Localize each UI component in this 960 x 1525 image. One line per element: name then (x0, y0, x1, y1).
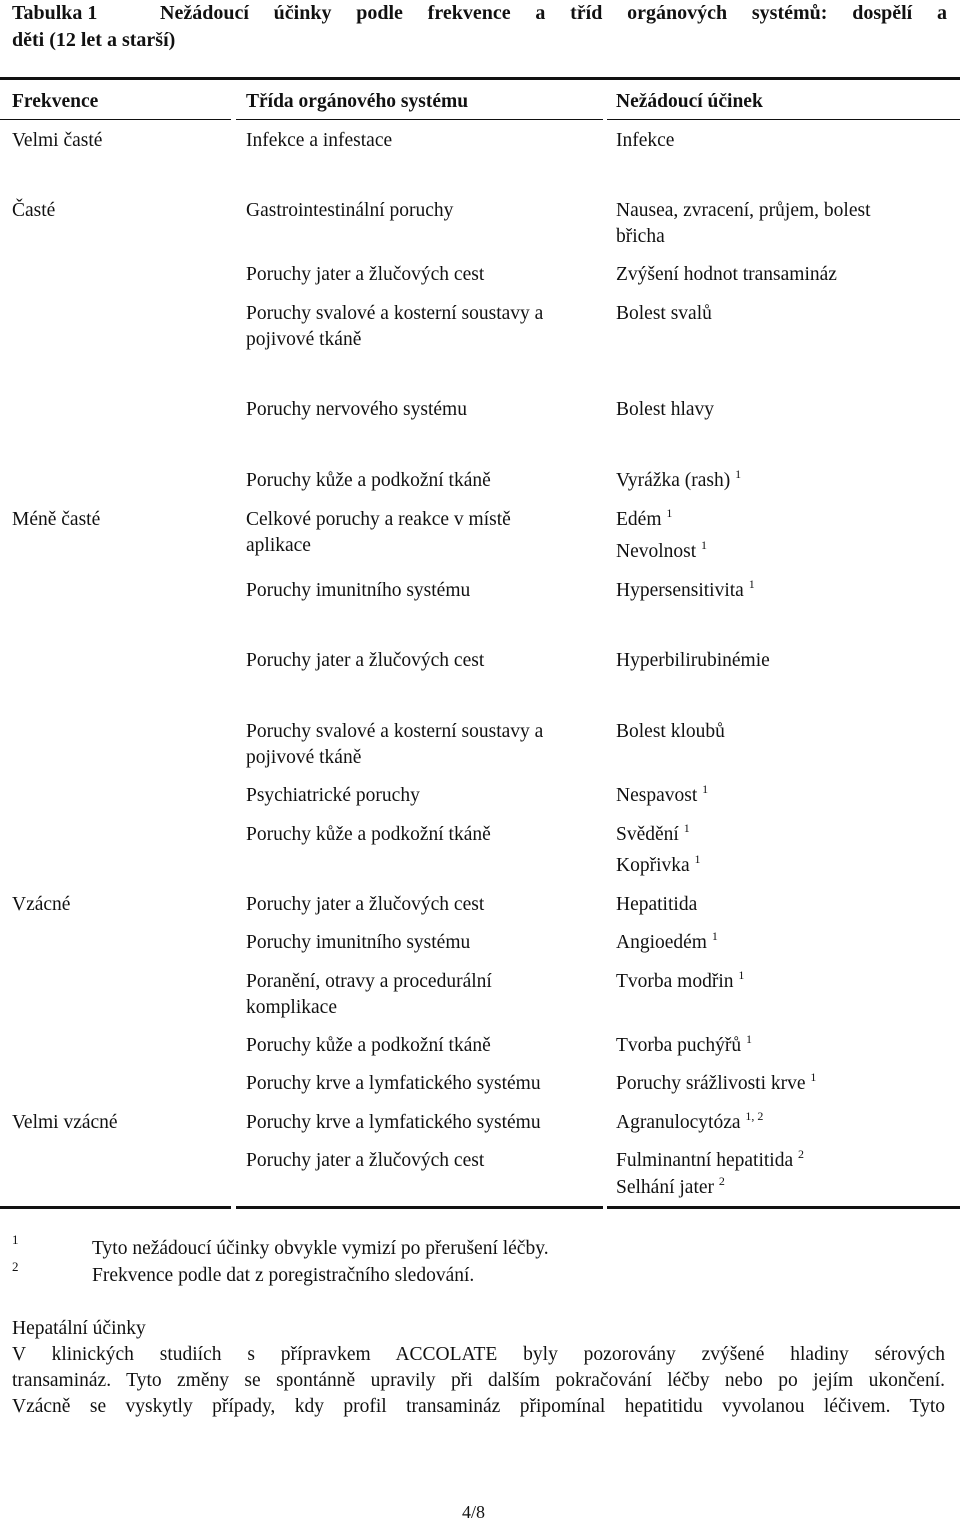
table-bottom-rule-col2 (236, 1206, 603, 1209)
footnote-ref: 1 (711, 929, 718, 943)
footnote-ref: 2 (718, 1174, 725, 1188)
organ-class-cell: Poruchy kůže a podkožní tkáně (246, 1035, 491, 1056)
adverse-effect-cell (616, 578, 755, 604)
organ-class-cell: Poruchy imunitního systému (246, 580, 471, 601)
paragraph-line: V klinických studiích s přípravkem ACCOLATE byly pozorovány zvýšené hladiny sérových (12, 1344, 945, 1365)
adverse-effect-text: Svědění (616, 824, 679, 845)
footnote-ref: 1 (745, 1032, 752, 1046)
footnote-ref: 1 (694, 852, 701, 866)
adverse-effect-cell (616, 1071, 816, 1097)
organ-class-cell: Poruchy jater a žlučových cest (246, 894, 485, 915)
header-rule-col2 (236, 119, 603, 120)
header-adverse-effect: Nežádoucí účinek (616, 91, 763, 112)
adverse-effect-text: Agranulocytóza (616, 1112, 741, 1133)
organ-class-cell: Poruchy jater a žlučových cest (246, 650, 485, 671)
adverse-effect-text: Kopřivka (616, 855, 690, 876)
organ-class-cell: Poruchy imunitního systému (246, 932, 471, 953)
footnote-ref: 2 (797, 1147, 804, 1161)
adverse-effect-text: Vyrážka (rash) (616, 470, 731, 491)
organ-class-cell-line2: komplikace (246, 997, 337, 1018)
table-number: Tabulka 1 (12, 2, 98, 24)
frequency-cell: Časté (12, 200, 56, 221)
organ-class-cell: Poruchy kůže a podkožní tkáně (246, 470, 491, 491)
adverse-effect-cell (616, 822, 690, 848)
organ-class-cell: Poruchy svalové a kosterní soustavy a (246, 721, 544, 742)
adverse-effect-cell (616, 1033, 752, 1059)
organ-class-cell-line2: pojivové tkáně (246, 329, 362, 350)
frequency-cell: Vzácné (12, 894, 71, 915)
table-top-rule (0, 77, 960, 80)
frequency-cell: Velmi časté (12, 130, 103, 151)
adverse-effect-text: Selhání jater (616, 1177, 715, 1198)
footnote-mark: 2 (12, 1259, 19, 1274)
adverse-effect-cell (616, 1110, 763, 1136)
organ-class-cell-line2: aplikace (246, 535, 311, 556)
adverse-effect-cell: Nausea, zvracení, průjem, bolest (616, 200, 871, 221)
table-caption (160, 0, 947, 54)
header-organ-class: Třída orgánového systému (246, 91, 469, 112)
footnote-ref: 1 (810, 1070, 817, 1084)
adverse-effect-cell (616, 1148, 804, 1174)
footnote-ref: 1 (666, 506, 673, 520)
adverse-effect-cell-line2 (616, 539, 707, 565)
adverse-effect-text: Nevolnost (616, 541, 697, 562)
organ-class-cell: Poranění, otravy a procedurální (246, 971, 492, 992)
adverse-effect-cell: Bolest svalů (616, 303, 712, 324)
adverse-effect-cell-line2: břicha (616, 226, 665, 247)
frequency-cell: Méně časté (12, 509, 101, 530)
header-rule-col1 (0, 119, 231, 120)
footnote-ref: 1 (735, 467, 742, 481)
footnote-ref: 1, 2 (745, 1109, 764, 1123)
adverse-effect-cell: Bolest kloubů (616, 721, 725, 742)
organ-class-cell: Poruchy krve a lymfatického systému (246, 1073, 541, 1094)
adverse-effect-text: Tvorba modřin (616, 971, 734, 992)
adverse-effect-cell: Hepatitida (616, 894, 698, 915)
table-caption-line1: Nežádoucí účinky podle frekvence a tříd orgánových systémů: dospělí a (160, 2, 947, 24)
organ-class-cell: Infekce a infestace (246, 130, 393, 151)
adverse-effect-text: Fulminantní hepatitida (616, 1150, 794, 1171)
organ-class-cell: Poruchy svalové a kosterní soustavy a (246, 303, 544, 324)
footnote-mark: 1 (12, 1232, 19, 1247)
footnote-text: Tyto nežádoucí účinky obvykle vymizí po přerušení léčby. (92, 1238, 549, 1259)
adverse-effect-text: Hypersensitivita (616, 580, 744, 601)
adverse-effect-cell: Infekce (616, 130, 675, 151)
footnote-ref: 1 (738, 968, 745, 982)
footnote-ref: 1 (702, 782, 709, 796)
organ-class-cell: Poruchy krve a lymfatického systému (246, 1112, 541, 1133)
adverse-effect-cell (616, 783, 708, 809)
frequency-cell: Velmi vzácné (12, 1112, 118, 1133)
organ-class-cell: Poruchy nervového systému (246, 399, 467, 420)
footnote-ref: 1 (701, 538, 708, 552)
organ-class-cell: Poruchy jater a žlučových cest (246, 264, 485, 285)
adverse-effect-text: Edém (616, 509, 662, 530)
adverse-effect-cell: Hyperbilirubinémie (616, 650, 770, 671)
footnote-ref: 1 (683, 821, 690, 835)
organ-class-cell: Gastrointestinální poruchy (246, 200, 454, 221)
organ-class-cell: Poruchy jater a žlučových cest (246, 1150, 485, 1171)
header-frequency: Frekvence (12, 91, 99, 112)
adverse-effect-text: Angioedém (616, 932, 707, 953)
table-bottom-rule-col1 (0, 1206, 231, 1209)
section-heading: Hepatální účinky (12, 1318, 146, 1339)
adverse-effect-cell: Zvýšení hodnot transamináz (616, 264, 837, 285)
table-caption-line2: děti (12 let a starší) (12, 29, 176, 51)
paragraph-line: Vzácně se vyskytly případy, kdy profil transamináz připomínal hepatitidu vyvolanou léčivem. Tyto (12, 1396, 945, 1417)
organ-class-cell: Poruchy kůže a podkožní tkáně (246, 824, 491, 845)
adverse-effect-cell (616, 969, 744, 995)
footnote-ref: 1 (748, 577, 755, 591)
table-bottom-rule-col3 (607, 1206, 960, 1209)
adverse-effect-cell (616, 468, 741, 494)
paragraph-line: transamináz. Tyto změny se spontánně upravily při dalším pokračování léčby nebo po jejím ukončení. (12, 1370, 945, 1391)
organ-class-cell: Psychiatrické poruchy (246, 785, 420, 806)
adverse-effect-text: Poruchy srážlivosti krve (616, 1073, 806, 1094)
adverse-effect-cell-line2 (616, 1175, 725, 1201)
adverse-effect-text: Nespavost (616, 785, 698, 806)
organ-class-cell-line2: pojivové tkáně (246, 747, 362, 768)
adverse-effect-text: Tvorba puchýřů (616, 1035, 742, 1056)
section-paragraph (12, 1342, 945, 1420)
adverse-effect-cell (616, 507, 672, 533)
adverse-effect-cell-line2 (616, 853, 701, 879)
header-rule-col3 (607, 119, 960, 120)
page-number: 4/8 (462, 1502, 486, 1522)
adverse-effect-cell (616, 930, 718, 956)
footnote-text: Frekvence podle dat z poregistračního sledování. (92, 1265, 475, 1286)
adverse-effect-cell: Bolest hlavy (616, 399, 715, 420)
organ-class-cell: Celkové poruchy a reakce v místě (246, 509, 511, 530)
